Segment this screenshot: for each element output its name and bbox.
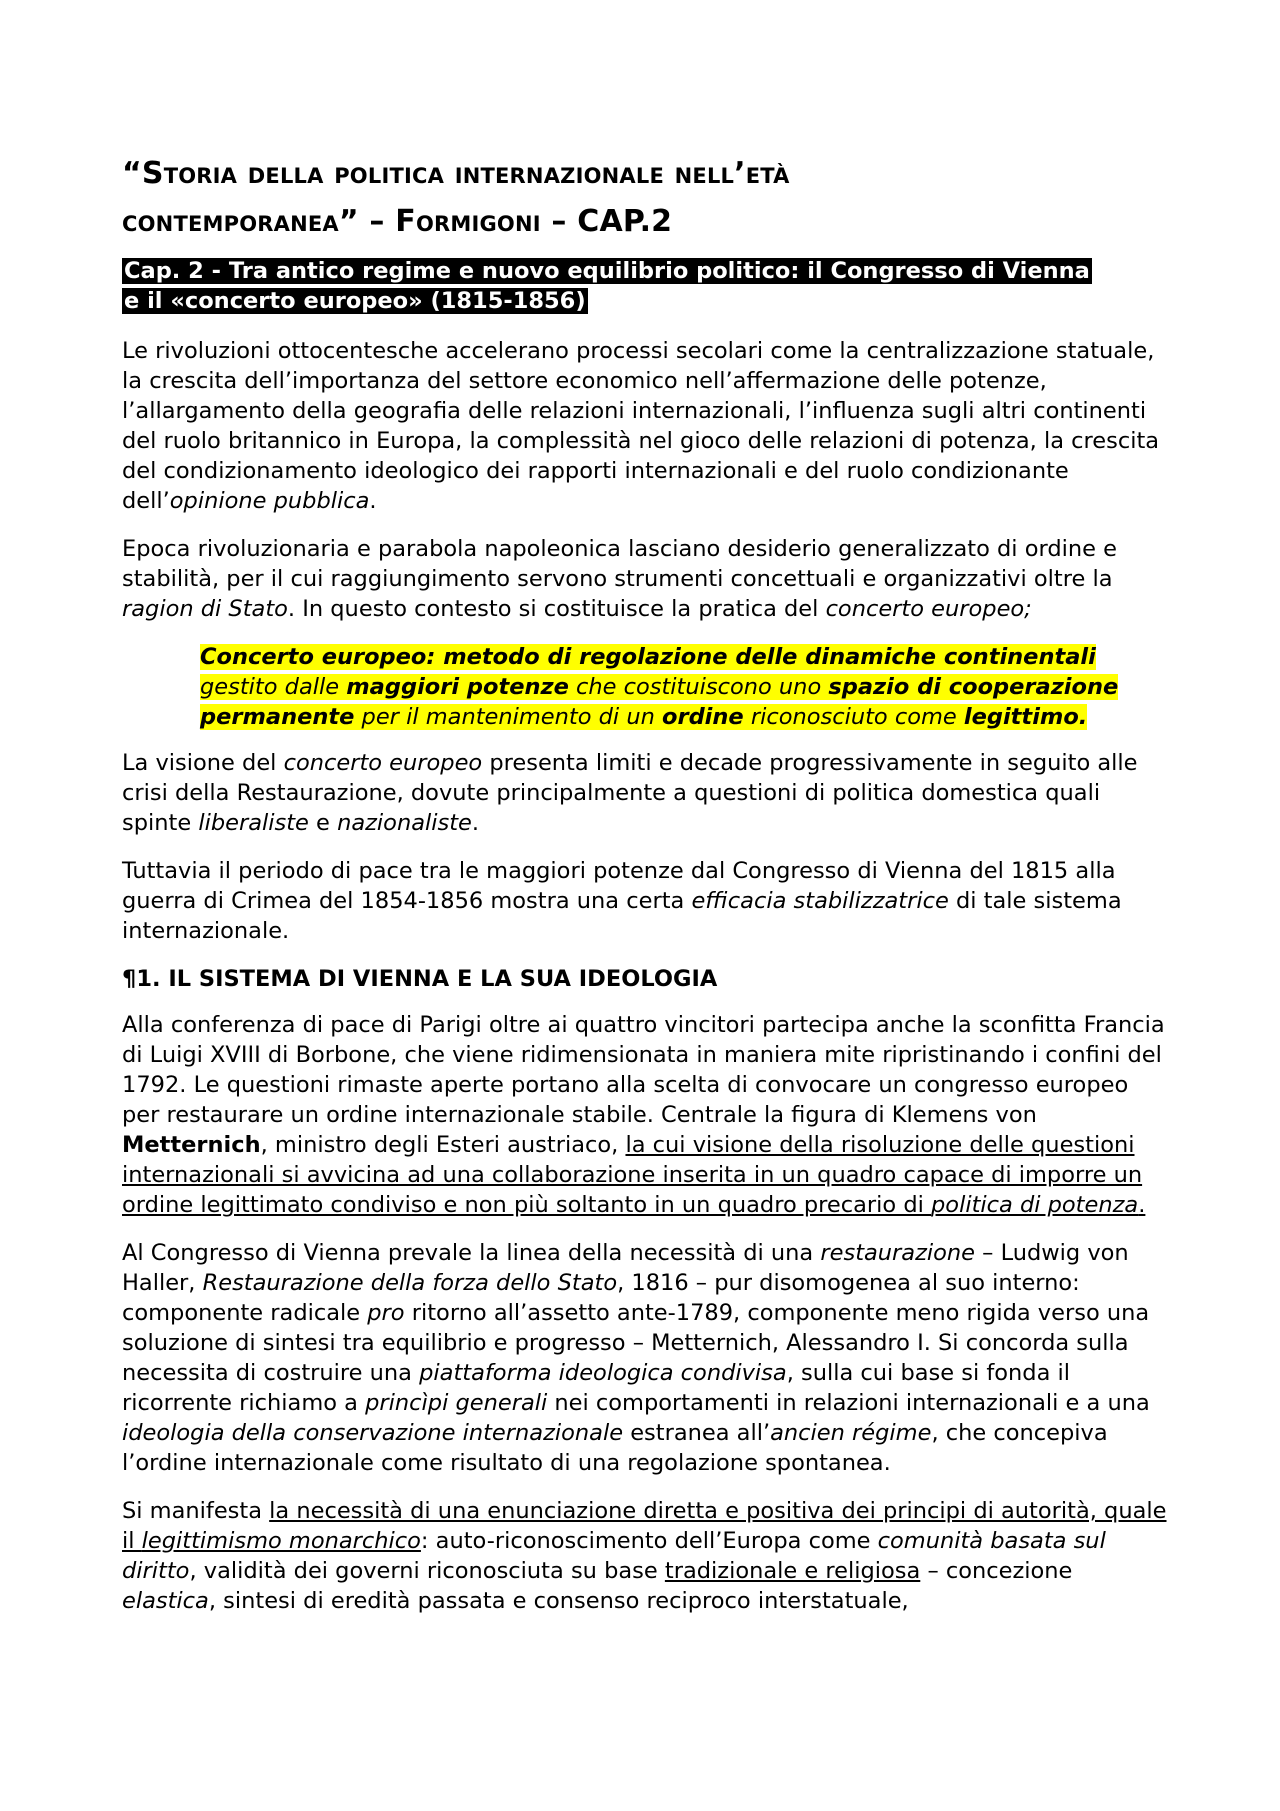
document-title (122, 150, 1172, 246)
title-chapter: CAP.2 (577, 204, 673, 239)
document-page (122, 150, 1172, 1634)
chapter-heading-line-1: Cap. 2 - Tra antico regime e nuovo equilibrio politico: il Congresso di Vienna (124, 258, 1090, 284)
chapter-heading-line-2: e il «concerto europeo» (1815-1856) (124, 288, 586, 314)
definition-highlight: Concerto europeo: metodo di regolazione delle dinamiche continentali gestito dalle maggiori potenze che costituiscono uno spazio di cooperazione permanente per il mantenimento di un ordine riconosciuto come legittimo. (200, 644, 1119, 730)
paragraph-7: Si manifesta la necessità di una enunciazione diretta e positiva dei principi di autorità, quale il legittimismo monarchico: auto-riconoscimento dell’Europa come comunità basata sul diritto, validità dei governi riconosciuta su base tradizionale e religiosa – concezione elastica, sintesi di eredità passata e consenso reciproco interstatuale, (122, 1498, 1167, 1614)
paragraph-1: Le rivoluzioni ottocentesche accelerano processi secolari come la centralizzazione statuale, la crescita dell’importanza del settore economico nell’affermazione delle potenze, l’allargamento della geografia delle relazioni internazionali, l’influenza sugli altri continenti del ruolo britannico in Europa, la complessità nel gioco delle relazioni di potenza, la crescita del condizionamento ideologico dei rapporti internazionali e del ruolo condizionante dell’opinione pubblica. (122, 338, 1160, 514)
paragraph-2: Epoca rivoluzionaria e parabola napoleonica lasciano desiderio generalizzato di ordine e stabilità, per il cui raggiungimento servono strumenti concettuali e organizzativi oltre la ragion di Stato. In questo contesto si costituisce la pratica del concerto europeo; (122, 536, 1117, 622)
paragraph-3: La visione del concerto europeo presenta limiti e decade progressivamente in seguito alle crisi della Restaurazione, dovute principalmente a questioni di politica domestica quali spinte liberaliste e nazionaliste. (122, 750, 1138, 836)
title-line-2: contemporanea” – Formigoni – (122, 204, 578, 239)
paragraph-5: Alla conferenza di pace di Parigi oltre ai quattro vincitori partecipa anche la sconfitta Francia di Luigi XVIII di Borbone, che viene ridimensionata in maniera mite ripristinando i confini del 1792. Le questioni rimaste aperte portano alla scelta di convocare un congresso europeo per restaurare un ordine internazionale stabile. Centrale la figura di Klemens von Metternich, ministro degli Esteri austriaco, la cui visione della risoluzione delle questioni internazionali si avvicina ad una collaborazione inserita in un quadro capace di imporre un ordine legittimato condiviso e non più soltanto in un quadro precario di politica di potenza. (122, 1012, 1165, 1218)
section-heading-1: ¶1. IL SISTEMA DI VIENNA E LA SUA IDEOLOGIA (122, 966, 718, 992)
chapter-heading (122, 256, 1172, 316)
paragraph-6: Al Congresso di Vienna prevale la linea della necessità di una restaurazione – Ludwig von Haller, Restaurazione della forza dello Stato, 1816 – pur disomogenea al suo interno: componente radicale pro ritorno all’assetto ante-1789, componente meno rigida verso una soluzione di sintesi tra equilibrio e progresso – Metternich, Alessandro I. Si concorda sulla necessita di costruire una piattaforma ideologica condivisa, sulla cui base si fonda il ricorrente richiamo a princìpi generali nei comportamenti in relazioni internazionali e a una ideologia della conservazione internazionale estranea all’ancien régime, che concepiva l’ordine internazionale come risultato di una regolazione spontanea. (122, 1240, 1150, 1476)
title-line-1: “Storia della politica internazionale nell’età (122, 156, 790, 191)
paragraph-4: Tuttavia il periodo di pace tra le maggiori potenze dal Congresso di Vienna del 1815 alla guerra di Crimea del 1854-1856 mostra una certa efficacia stabilizzatrice di tale sistema internazionale. (122, 858, 1122, 944)
